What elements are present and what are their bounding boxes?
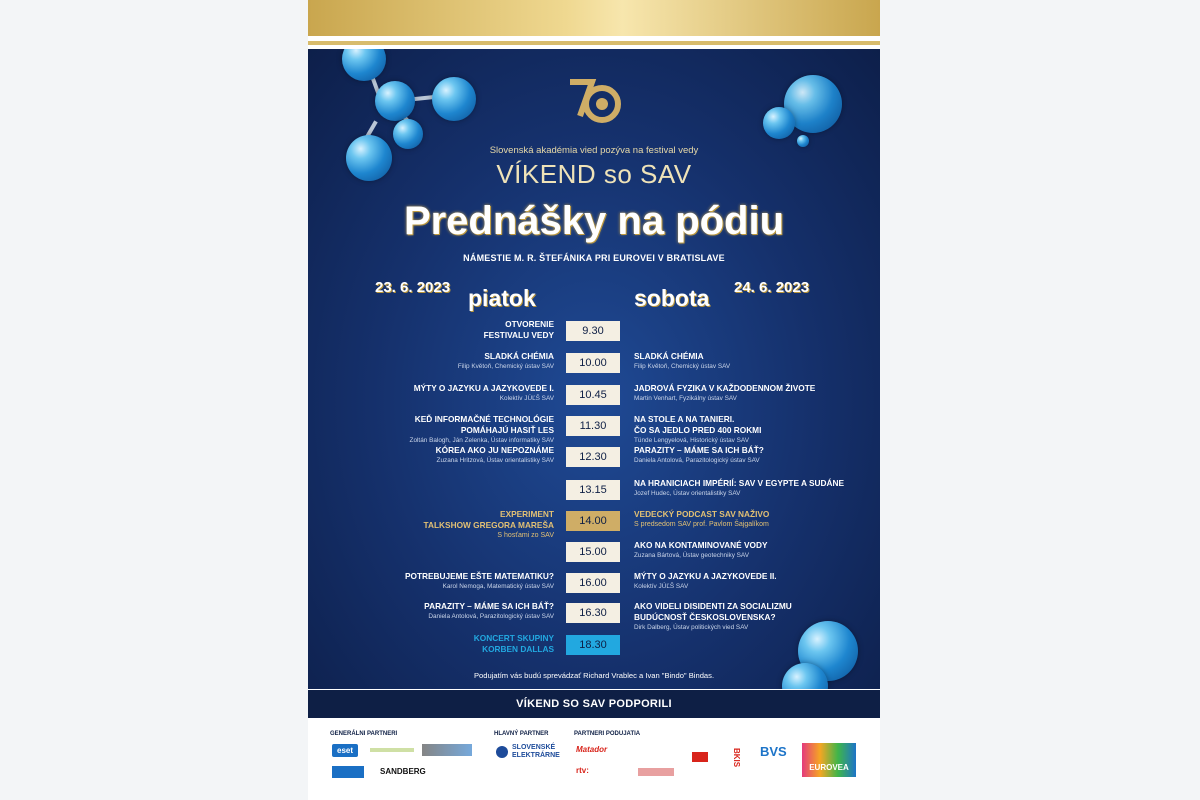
poster — [308, 0, 880, 800]
friday-event — [324, 445, 554, 465]
event-title: KÓREA AKO JU NEPOZNÁME — [435, 445, 554, 455]
saturday-date: 24. 6. 2023 — [734, 279, 810, 296]
time-slot: 16.30 — [566, 603, 620, 623]
time-slot: 14.00 — [566, 511, 620, 531]
friday-label: piatok — [468, 285, 536, 311]
friday-event — [324, 633, 554, 655]
bvs-logo: BVS — [760, 744, 787, 759]
event-speaker: Martin Venhart, Fyzikálny ústav SAV — [634, 395, 737, 402]
saturday-event — [634, 571, 874, 591]
event-title: JADROVÁ FYZIKA V KAŽDODENNOM ŽIVOTE — [634, 383, 816, 393]
event-title: SLADKÁ CHÉMIA — [484, 351, 554, 361]
festival-name: VÍKEND so SAV — [496, 159, 692, 189]
saturday-event — [634, 509, 874, 529]
event-title: NA HRANICIACH IMPÉRIÍ: SAV V EGYPTE A SUDÁNE — [634, 478, 845, 488]
poster-title: Prednášky na pódiu — [403, 199, 785, 243]
saturday-event — [634, 601, 874, 632]
event-speaker: Karol Nemoga, Matematický ústav SAV — [442, 583, 554, 590]
event-title: PARAZITY – MÁME SA ICH BÁŤ? — [424, 601, 554, 611]
friday-event — [324, 383, 554, 403]
event-speaker: Filip Květoň, Chemický ústav SAV — [457, 363, 554, 370]
friday-event — [324, 509, 554, 540]
event-title: VEDECKÝ PODCAST SAV NAŽIVO — [634, 509, 770, 519]
friday-event — [324, 414, 554, 445]
friday-event — [324, 351, 554, 371]
friday-event — [324, 571, 554, 591]
venue-text: NÁMESTIE M. R. ŠTEFÁNIKA PRI EUROVEI V BRATISLAVE — [463, 253, 725, 263]
partner-logo-placeholder — [692, 752, 708, 762]
bkis-logo: BKIS — [732, 748, 741, 768]
partners-section — [308, 718, 880, 800]
rtvs-logo: rtv: — [576, 766, 589, 775]
sav-70-logo — [566, 74, 626, 134]
time-slot: 18.30 — [566, 635, 620, 655]
event-title: POTREBUJEME EŠTE MATEMATIKU? — [404, 571, 554, 581]
time-slot: 11.30 — [566, 416, 620, 436]
event-title: AKO NA KONTAMINOVANÉ VODY — [634, 540, 768, 550]
event-speaker: Daniela Antolová, Parazitologický ústav SAV — [634, 457, 760, 464]
friday-date: 23. 6. 2023 — [375, 279, 451, 296]
time-slot: 15.00 — [566, 542, 620, 562]
event-speaker: Filip Květoň, Chemický ústav SAV — [634, 363, 731, 370]
event-speaker: Kolektív JÚĽŠ SAV — [634, 583, 689, 590]
saturday-event — [634, 383, 874, 403]
time-slot: 12.30 — [566, 447, 620, 467]
se-logo-mark — [496, 746, 508, 758]
sandberg-logo: SANDBERG — [380, 767, 426, 776]
event-title: NA STOLE A NA TANIERI. ČO SA JEDLO PRED 400 ROKMI — [634, 414, 762, 435]
gold-top-bar — [308, 0, 880, 36]
time-slot: 13.15 — [566, 480, 620, 500]
poster-main-panel — [308, 49, 880, 689]
event-speaker: Daniela Antolová, Parazitologický ústav SAV — [428, 613, 554, 620]
friday-event — [324, 601, 554, 621]
eurovea-logo: EUROVEA — [802, 743, 856, 777]
event-speaker: S predsedom SAV prof. Pavlom Šajgalíkom — [634, 521, 769, 528]
event-title: AKO VIDELI DISIDENTI ZA SOCIALIZMU BUDÚCNOSŤ ČESKOSLOVENSKA? — [634, 601, 792, 622]
event-title: MÝTY O JAZYKU A JAZYKOVEDE I. — [413, 383, 554, 393]
partner-logo-placeholder — [638, 768, 674, 776]
molecule-sphere — [432, 77, 476, 121]
main-partner-label: HLAVNÝ PARTNER — [494, 731, 549, 737]
molecule-sphere — [342, 49, 386, 81]
time-slot: 10.45 — [566, 385, 620, 405]
friday-event — [324, 319, 554, 341]
matador-logo: Matador — [576, 745, 608, 754]
event-speaker: Kolektív JÚĽŠ SAV — [499, 395, 554, 402]
event-title: SLADKÁ CHÉMIA — [634, 351, 704, 361]
saturday-label: sobota — [634, 285, 710, 311]
event-speaker: Zuzana Hritzová, Ústav orientalistiky SAV — [436, 457, 554, 464]
gold-divider — [308, 41, 880, 45]
event-speaker: Zoltán Balogh, Ján Zelenka, Ústav informatiky SAV — [409, 437, 554, 444]
time-slot: 16.00 — [566, 573, 620, 593]
se-logo: SLOVENSKÉ ELEKTRÁRNE — [512, 744, 560, 759]
event-speaker: Tünde Lengyelová, Historický ústav SAV — [634, 437, 749, 444]
event-title: KEĎ INFORMAČNÉ TECHNOLÓGIE POMÁHAJÚ HASIŤ LES — [414, 414, 554, 435]
saturday-event — [634, 351, 874, 371]
event-title: EXPERIMENT TALKSHOW GREGORA MAREŠA — [423, 509, 554, 530]
saturday-event — [634, 478, 874, 498]
event-speaker: Jozef Hudec, Ústav orientalistiky SAV — [634, 490, 741, 497]
event-speaker: S hosťami zo SAV — [497, 532, 554, 539]
eset-logo: eset — [332, 744, 358, 757]
hosts-note: Podujatím vás budú sprevádzať Richard Vrablec a Ivan "Bindo" Bindas. — [473, 671, 715, 680]
invite-text: Slovenská akadémia vied pozýva na festival vedy — [489, 145, 699, 156]
event-title: KONCERT SKUPINY KORBEN DALLAS — [473, 633, 554, 654]
partner-logo-placeholder — [370, 748, 414, 752]
event-title: OTVORENIE FESTIVALU VEDY — [483, 319, 554, 340]
bubble-sphere — [763, 107, 795, 139]
time-slot: 9.30 — [566, 321, 620, 341]
partner-logo-placeholder — [332, 766, 364, 778]
event-partners-label: PARTNERI PODUJATIA — [574, 731, 641, 737]
saturday-event — [634, 414, 874, 445]
event-title: MÝTY O JAZYKU A JAZYKOVEDE II. — [634, 571, 777, 581]
general-partners-label: GENERÁLNI PARTNERI — [330, 731, 398, 737]
supporters-heading: VÍKEND SO SAV PODPORILI — [308, 690, 880, 718]
event-speaker: Zuzana Bártová, Ústav geotechniky SAV — [634, 552, 749, 559]
eset-science-award-logo — [422, 744, 472, 756]
molecule-sphere — [375, 81, 415, 121]
event-speaker: Dirk Dalberg, Ústav politických vied SAV — [634, 624, 749, 631]
saturday-event — [634, 445, 874, 465]
saturday-event — [634, 540, 874, 560]
event-title: PARAZITY – MÁME SA ICH BÁŤ? — [634, 445, 764, 455]
time-slot: 10.00 — [566, 353, 620, 373]
